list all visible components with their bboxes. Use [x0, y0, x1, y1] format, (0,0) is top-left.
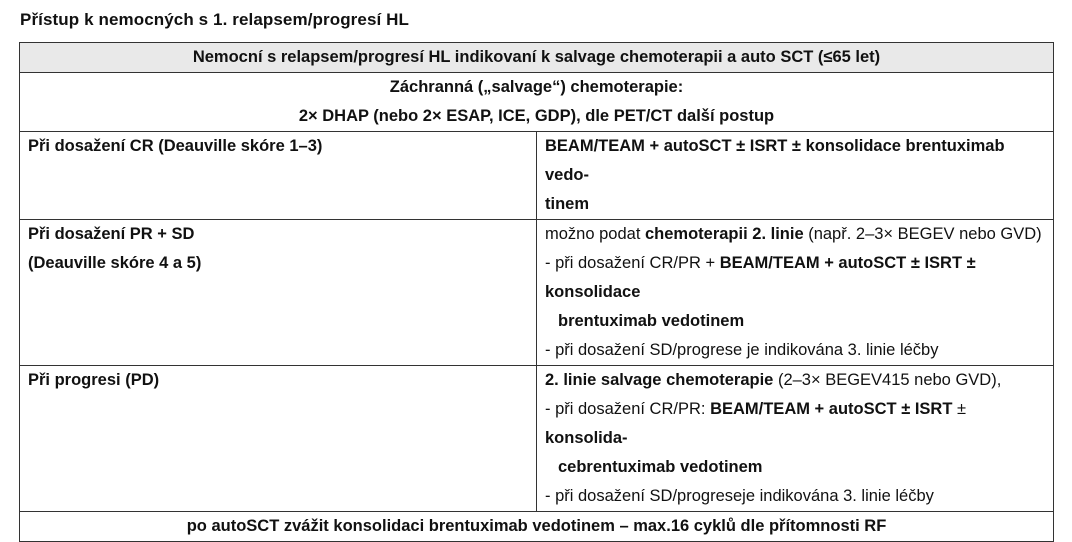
action-line: - při dosažení SD/progrese je indikována 3. linie léčby	[545, 341, 939, 359]
table-header-row	[20, 43, 1054, 73]
action-text: (2–3× BEGEV415 nebo GVD),	[773, 371, 1002, 389]
action-text-bold: BEAM/TEAM + autoSCT ± ISRT	[710, 400, 953, 418]
action-cell	[537, 366, 1054, 512]
action-text: (např. 2–3× BEGEV nebo GVD)	[803, 225, 1042, 243]
action-text-bold: BEAM/TEAM + autoSCT ± ISRT ± konsolidace	[545, 254, 976, 301]
action-cell	[537, 220, 1054, 366]
action-line: tinem	[545, 195, 590, 213]
action-text: možno podat	[545, 225, 645, 243]
action-line	[545, 220, 1045, 249]
action-text: - při dosažení CR/PR +	[545, 254, 720, 272]
condition-cell	[20, 366, 537, 512]
condition-cell	[20, 220, 537, 366]
condition-text: Při progresi (PD)	[28, 371, 160, 389]
condition-text: (Deauville skóre 4 a 5)	[28, 254, 202, 272]
action-cell	[537, 132, 1054, 220]
table-row-cr	[20, 132, 1054, 220]
condition-text: Při dosažení CR (Deauville skóre 1–3)	[28, 137, 323, 155]
action-text-bold: konsolida-	[545, 429, 628, 447]
table-header-cell: Nemocní s relapsem/progresí HL indikovaní k salvage chemoterapii a auto SCT (≤65 let)	[20, 43, 1054, 73]
salvage-cell	[20, 73, 1054, 132]
action-line-indented: cebrentuximab vedotinem	[558, 458, 763, 476]
table-row-pr-sd	[20, 220, 1054, 366]
action-line	[545, 249, 1045, 307]
document-title: Přístup k nemocných s 1. relapsem/progresí HL	[20, 10, 410, 29]
table-row-pd	[20, 366, 1054, 512]
action-line-indented: brentuximab vedotinem	[558, 312, 745, 330]
action-line	[545, 395, 1045, 453]
treatment-table	[19, 42, 1054, 542]
action-text: - při dosažení CR/PR:	[545, 400, 711, 418]
salvage-line-1: Záchranná („salvage“) chemoterapie:	[389, 78, 684, 96]
action-line: BEAM/TEAM + autoSCT ± ISRT ± konsolidace brentuximab vedo-	[545, 137, 1005, 184]
table-footer-row	[20, 512, 1054, 542]
salvage-row	[20, 73, 1054, 132]
action-text-bold: chemoterapii 2. linie	[644, 225, 804, 243]
condition-text: Při dosažení PR + SD	[28, 225, 195, 243]
table-footer-cell: po autoSCT zvážit konsolidaci brentuximab vedotinem – max.16 cyklů dle přítomnosti RF	[20, 512, 1054, 542]
action-text: ±	[952, 400, 967, 418]
action-line: - při dosažení SD/progreseje indikována 3. linie léčby	[545, 487, 934, 505]
action-line	[545, 366, 1045, 395]
salvage-line-2: 2× DHAP (nebo 2× ESAP, ICE, GDP), dle PET/CT další postup	[298, 107, 775, 125]
condition-cell	[20, 132, 537, 220]
action-text-bold: 2. linie salvage chemoterapie	[545, 371, 774, 389]
